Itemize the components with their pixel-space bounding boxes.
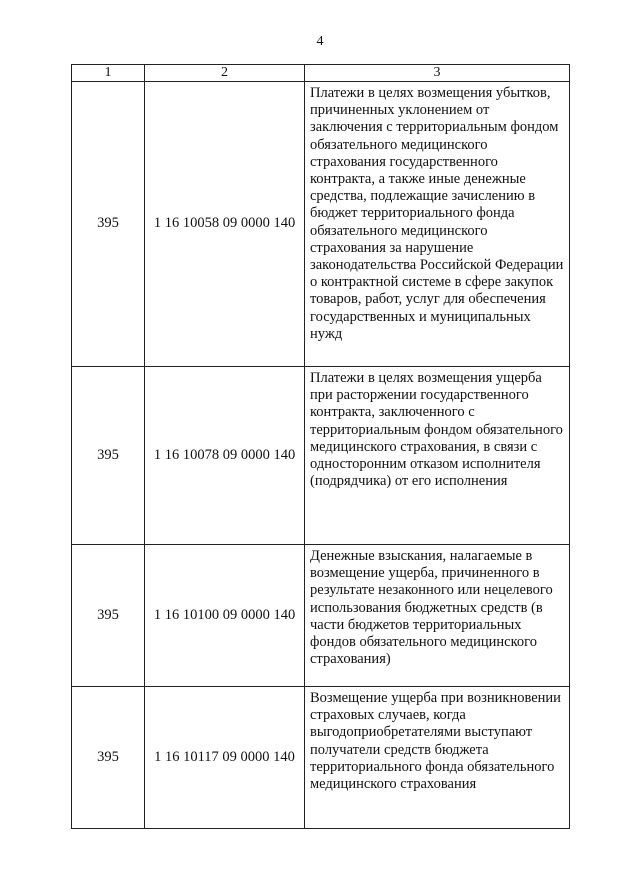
column-header-2: 2 [145, 65, 305, 82]
admin-code-cell: 395 [72, 367, 145, 545]
admin-code-cell: 395 [72, 687, 145, 829]
table-row [72, 687, 570, 829]
kbk-code-cell: 1 16 10058 09 0000 140 [145, 82, 305, 367]
kbk-code-cell: 1 16 10078 09 0000 140 [145, 367, 305, 545]
table-row [72, 367, 570, 545]
description-cell: Возмещение ущерба при возникновении страховых случаев, когда выгодоприобретателями выступают получатели средств бюджета территориального фонда обязательного медицинского страхования [305, 687, 570, 829]
description-cell: Денежные взыскания, налагаемые в возмещение ущерба, причиненного в результате незаконного или нецелевого использования бюджетных средств (в части бюджетов территориальных фондов обязательного медицинского страхования) [305, 545, 570, 687]
kbk-code-cell: 1 16 10117 09 0000 140 [145, 687, 305, 829]
budget-codes-table [71, 64, 570, 829]
description-cell: Платежи в целях возмещения убытков, причиненных уклонением от заключения с территориальным фондом обязательного медицинского страхования государственного контракта, а также иные денежные средства, подлежащие зачислению в бюджет территориального фонда обязательного медицинского страхования за нарушение законодательства Российской Федерации о контрактной системе в сфере закупок товаров, работ, услуг для обеспечения государственных и муниципальных нужд [305, 82, 570, 367]
admin-code-cell: 395 [72, 82, 145, 367]
column-header-3: 3 [305, 65, 570, 82]
column-header-1: 1 [72, 65, 145, 82]
table-header-row [72, 65, 570, 82]
table-row [72, 545, 570, 687]
page-number: 4 [316, 34, 324, 49]
kbk-code-cell: 1 16 10100 09 0000 140 [145, 545, 305, 687]
description-cell: Платежи в целях возмещения ущерба при расторжении государственного контракта, заключенного с территориальным фондом обязательного медицинского страхования, в связи с односторонним отказом исполнителя (подрядчика) от его исполнения [305, 367, 570, 545]
admin-code-cell: 395 [72, 545, 145, 687]
table-row [72, 82, 570, 367]
